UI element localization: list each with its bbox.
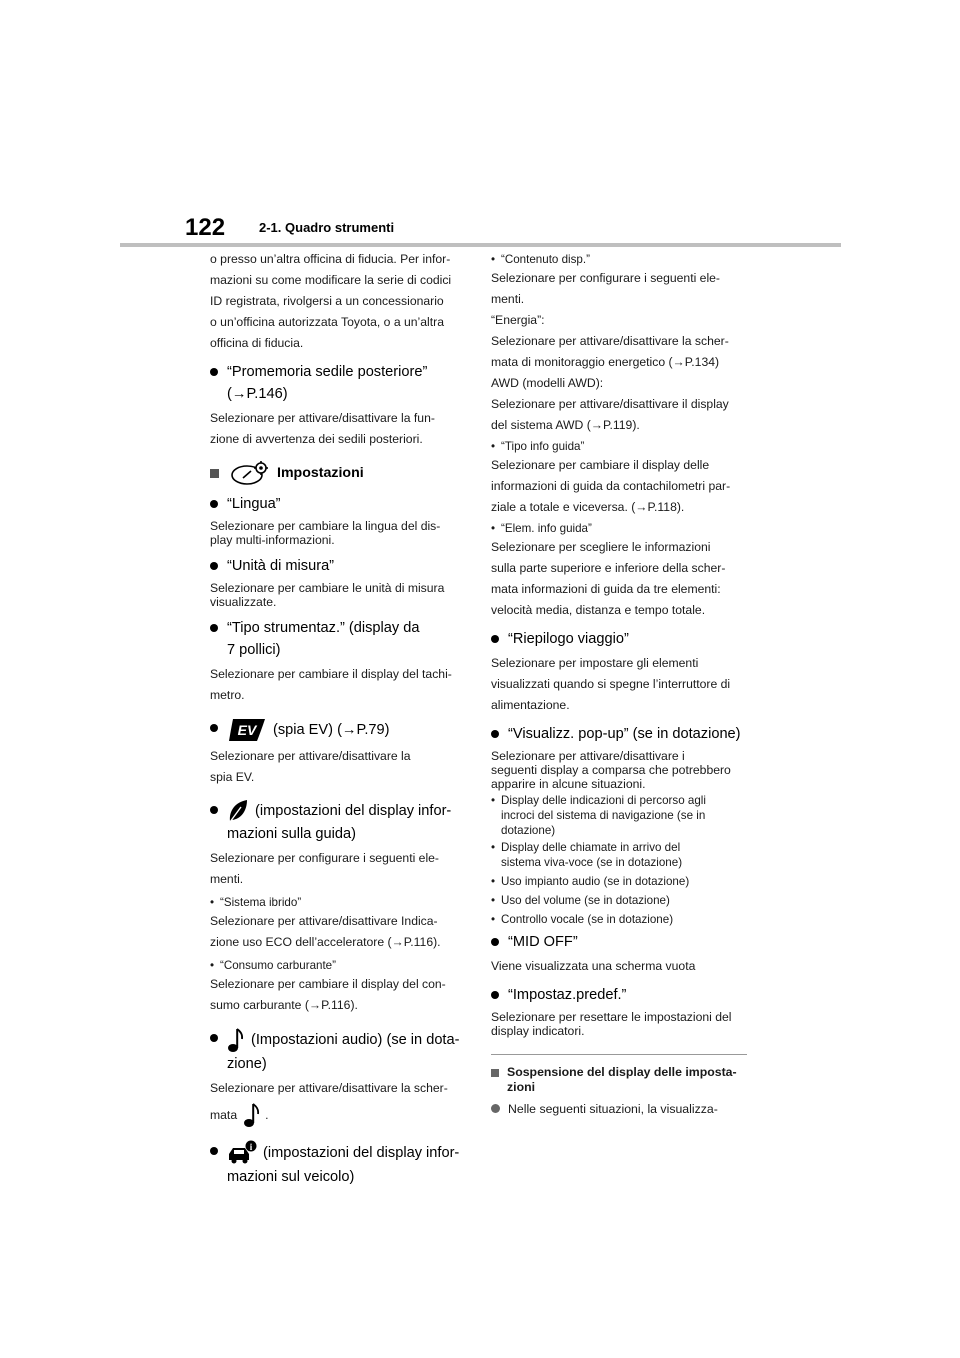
- popup-item-line: Uso del volume (se in dotazione): [501, 894, 670, 907]
- gear-gauge-icon: [229, 461, 271, 485]
- predef-desc-1: Selezionare per resettare le impostazioni del: [491, 1010, 732, 1024]
- bullet-dot: [210, 724, 218, 732]
- promemoria-heading-1: “Promemoria sedile posteriore”: [227, 364, 428, 380]
- veicolo-heading: [210, 1140, 466, 1188]
- awd-desc: Selezionare per attivare/disattivare il display: [491, 397, 729, 411]
- leaf-icon: [227, 799, 249, 823]
- bullet-dot: [491, 730, 499, 738]
- spia-ev-heading: [210, 717, 466, 743]
- unita-heading: [210, 555, 466, 577]
- bullet-dot: [491, 635, 499, 643]
- bullet-dot: [210, 562, 218, 570]
- guida-heading: [210, 799, 466, 845]
- left-column: [210, 250, 466, 1192]
- popup-item-line: Controllo vocale (se in dotazione): [501, 913, 674, 926]
- popup-item-line: incroci del sistema di navigazione (se in: [501, 809, 706, 822]
- contenuto-item: • “Contenuto disp.”: [491, 250, 747, 269]
- intro-line: mazioni su come modificare la serie di codici: [210, 273, 452, 287]
- popup-desc-3: apparire in alcune situazioni.: [491, 777, 646, 791]
- sospensione-heading: [491, 1065, 747, 1095]
- ev-indicator-icon: [227, 717, 267, 743]
- consumo-text: “Consumo carburante”: [220, 959, 336, 972]
- bullet-dot: [210, 1147, 218, 1155]
- intro-line: o presso un’altra officina di fiducia. Per infor-: [210, 252, 451, 266]
- audio-heading-2: zione): [227, 1056, 267, 1072]
- awd-label: AWD (modelli AWD):: [491, 376, 604, 390]
- unita-desc-2: visualizzate.: [210, 595, 277, 609]
- promemoria-heading: [210, 361, 466, 405]
- unita-desc-1: Selezionare per cambiare le unità di misura: [210, 581, 445, 595]
- ev-icon-label: EV: [237, 722, 257, 738]
- bullet-dot: [210, 500, 218, 508]
- tipo-info-item: • “Tipo info guida”: [491, 437, 747, 456]
- contenuto-desc: Selezionare per configurare i seguenti ele-: [491, 271, 720, 285]
- tipo-info-desc: Selezionare per cambiare il display delle: [491, 458, 710, 472]
- guida-desc: menti.: [210, 872, 244, 886]
- nelle-text: Nelle seguenti situazioni, la visualizza-: [508, 1102, 718, 1116]
- awd-desc: del sistema AWD (→P.119).: [491, 418, 640, 432]
- audio-heading-1: (Impostazioni audio) (se in dota-: [251, 1031, 460, 1048]
- energia-desc: Selezionare per attivare/disattivare la scher-: [491, 334, 729, 348]
- energia-label: “Energia”:: [491, 313, 545, 327]
- mid-off-heading-text: “MID OFF”: [508, 934, 578, 950]
- veicolo-heading-2: mazioni sul veicolo): [227, 1169, 355, 1185]
- mid-off-heading: [491, 931, 747, 953]
- spia-ev-heading-text: (spia EV) (→P.79): [273, 722, 390, 738]
- riepilogo-desc: Selezionare per impostare gli elementi: [491, 656, 699, 670]
- riepilogo-heading: [491, 628, 747, 650]
- bullet-dot: [491, 991, 499, 999]
- popup-item-line: dotazione): [501, 824, 556, 837]
- lingua-desc-1: Selezionare per cambiare la lingua del dis-: [210, 519, 441, 533]
- popup-item: • Controllo vocale (se in dotazione): [491, 910, 747, 929]
- unita-heading-text: “Unità di misura”: [227, 558, 335, 574]
- predef-heading: [491, 984, 747, 1006]
- music-note-icon: [227, 1027, 245, 1053]
- car-info-icon: [227, 1140, 257, 1166]
- sistema-ibrido-item: • “Sistema ibrido”: [210, 893, 466, 912]
- lingua-heading: [210, 493, 466, 515]
- popup-desc-1: Selezionare per attivare/disattivare i: [491, 749, 685, 763]
- audio-desc-2: [210, 1102, 466, 1128]
- sospensione-line-2: zioni: [507, 1080, 536, 1094]
- lingua-desc: [210, 519, 466, 547]
- tipo-strum-heading-2: 7 pollici): [227, 642, 281, 658]
- elem-info-desc: sulla parte superiore e inferiore della scher-: [491, 561, 726, 575]
- tipo-strum-heading: [210, 617, 466, 661]
- svg-text:i: i: [249, 1142, 253, 1152]
- tipo-info-desc: ziale a totale e viceversa. (→P.118).: [491, 500, 685, 514]
- tipo-info-desc: informazioni di guida da contachilometri par-: [491, 479, 731, 493]
- promemoria-desc: Selezionare per attivare/disattivare la fun-: [210, 411, 435, 425]
- contenuto-text: “Contenuto disp.”: [501, 253, 590, 266]
- intro-line: officina di fiducia.: [210, 336, 304, 350]
- energia-desc: mata di monitoraggio energetico (→P.134): [491, 355, 720, 369]
- square-bullet: [491, 1069, 499, 1077]
- header-rule: [120, 243, 841, 247]
- predef-heading-text: “Impostaz.predef.”: [508, 987, 627, 1003]
- popup-item-line: Display delle indicazioni di percorso agli: [501, 794, 706, 807]
- tipo-strum-heading-1: “Tipo strumentaz.” (display da: [227, 620, 420, 636]
- veicolo-heading-1: (impostazioni del display infor-: [263, 1144, 460, 1161]
- impostazioni-title: Impostazioni: [277, 465, 364, 481]
- promemoria-desc: zione di avvertenza dei sedili posteriori.: [210, 432, 423, 446]
- popup-item: • Uso impianto audio (se in dotazione): [491, 872, 747, 891]
- elem-info-desc: Selezionare per scegliere le informazioni: [491, 540, 711, 554]
- music-note-icon: [243, 1102, 261, 1128]
- guida-heading-2: mazioni sulla guida): [227, 826, 356, 842]
- bullet-dot: [210, 368, 218, 376]
- elem-info-item: • “Elem. info guida”: [491, 519, 747, 538]
- riepilogo-desc: alimentazione.: [491, 698, 570, 712]
- sospensione-line-1: Sospensione del display delle imposta-: [507, 1065, 737, 1079]
- popup-item-line: sistema viva-voce (se in dotazione): [501, 856, 683, 869]
- bullet-dot: [210, 624, 218, 632]
- square-bullet: [210, 469, 219, 478]
- tipo-strum-desc: metro.: [210, 688, 245, 702]
- consumo-desc: Selezionare per cambiare il display del con-: [210, 977, 446, 991]
- popup-item-line: Display delle chiamate in arrivo del: [501, 841, 681, 854]
- popup-heading-text: “Visualizz. pop-up” (se in dotazione): [508, 726, 741, 742]
- circle-bullet: [491, 1104, 500, 1113]
- impostazioni-heading: [210, 461, 466, 485]
- audio-desc-period: .: [265, 1108, 269, 1122]
- intro-line: o un’officina autorizzata Toyota, o a un’altra: [210, 315, 444, 329]
- lingua-desc-2: play multi-informazioni.: [210, 533, 335, 547]
- lingua-heading-text: “Lingua”: [227, 496, 281, 512]
- consumo-item: • “Consumo carburante”: [210, 956, 466, 975]
- consumo-desc: sumo carburante (→P.116).: [210, 998, 358, 1012]
- popup-desc: [491, 749, 747, 791]
- sistema-ibrido-text: “Sistema ibrido”: [220, 896, 302, 909]
- popup-heading: [491, 723, 747, 745]
- guida-heading-1: (impostazioni del display infor-: [255, 802, 452, 819]
- promemoria-heading-2: (→P.146): [227, 386, 288, 402]
- audio-desc-1: Selezionare per attivare/disattivare la scher-: [210, 1081, 448, 1095]
- popup-item-line: Uso impianto audio (se in dotazione): [501, 875, 690, 888]
- intro-line: ID registrata, rivolgersi a un concessionario: [210, 294, 444, 308]
- audio-heading: [210, 1027, 466, 1075]
- guida-desc: Selezionare per configurare i seguenti ele-: [210, 851, 439, 865]
- spia-ev-desc: Selezionare per attivare/disattivare la: [210, 749, 411, 763]
- unita-desc: [210, 581, 466, 609]
- elem-info-text: “Elem. info guida”: [501, 522, 592, 535]
- riepilogo-heading-text: “Riepilogo viaggio”: [508, 631, 629, 647]
- elem-info-desc: velocità media, distanza e tempo totale.: [491, 603, 706, 617]
- tipo-info-text: “Tipo info guida”: [501, 440, 585, 453]
- spia-ev-desc: spia EV.: [210, 770, 255, 784]
- popup-item: • Display delle indicazioni di percorso agli incroci del sistema di navigazione (se in dotazione): [491, 794, 706, 837]
- predef-desc-2: display indicatori.: [491, 1024, 585, 1038]
- popup-item: • Display delle chiamate in arrivo del sistema viva-voce (se in dotazione): [491, 841, 683, 869]
- bullet-dot: [491, 938, 499, 946]
- sistema-desc: Selezionare per attivare/disattivare Indica-: [210, 914, 438, 928]
- section-divider: [491, 1054, 747, 1055]
- elem-info-desc: mata informazioni di guida da tre elementi:: [491, 582, 721, 596]
- nelle-item: [491, 1101, 747, 1117]
- contenuto-desc: menti.: [491, 292, 525, 306]
- popup-item: • Uso del volume (se in dotazione): [491, 891, 747, 910]
- tipo-strum-desc: Selezionare per cambiare il display del tachi-: [210, 667, 452, 681]
- page-number: 122: [185, 214, 226, 241]
- section-title: 2-1. Quadro strumenti: [259, 220, 395, 235]
- bullet-dot: [210, 806, 218, 814]
- popup-desc-2: seguenti display a comparsa che potrebbero: [491, 763, 731, 777]
- sistema-desc: zione uso ECO dell’acceleratore (→P.116).: [210, 935, 441, 949]
- bullet-dot: [210, 1034, 218, 1042]
- mid-off-desc: Viene visualizzata una scherma vuota: [491, 959, 696, 973]
- predef-desc: [491, 1010, 747, 1038]
- riepilogo-desc: visualizzati quando si spegne l’interruttore di: [491, 677, 731, 691]
- right-column: [491, 250, 747, 1121]
- audio-desc-mata: mata: [210, 1108, 238, 1122]
